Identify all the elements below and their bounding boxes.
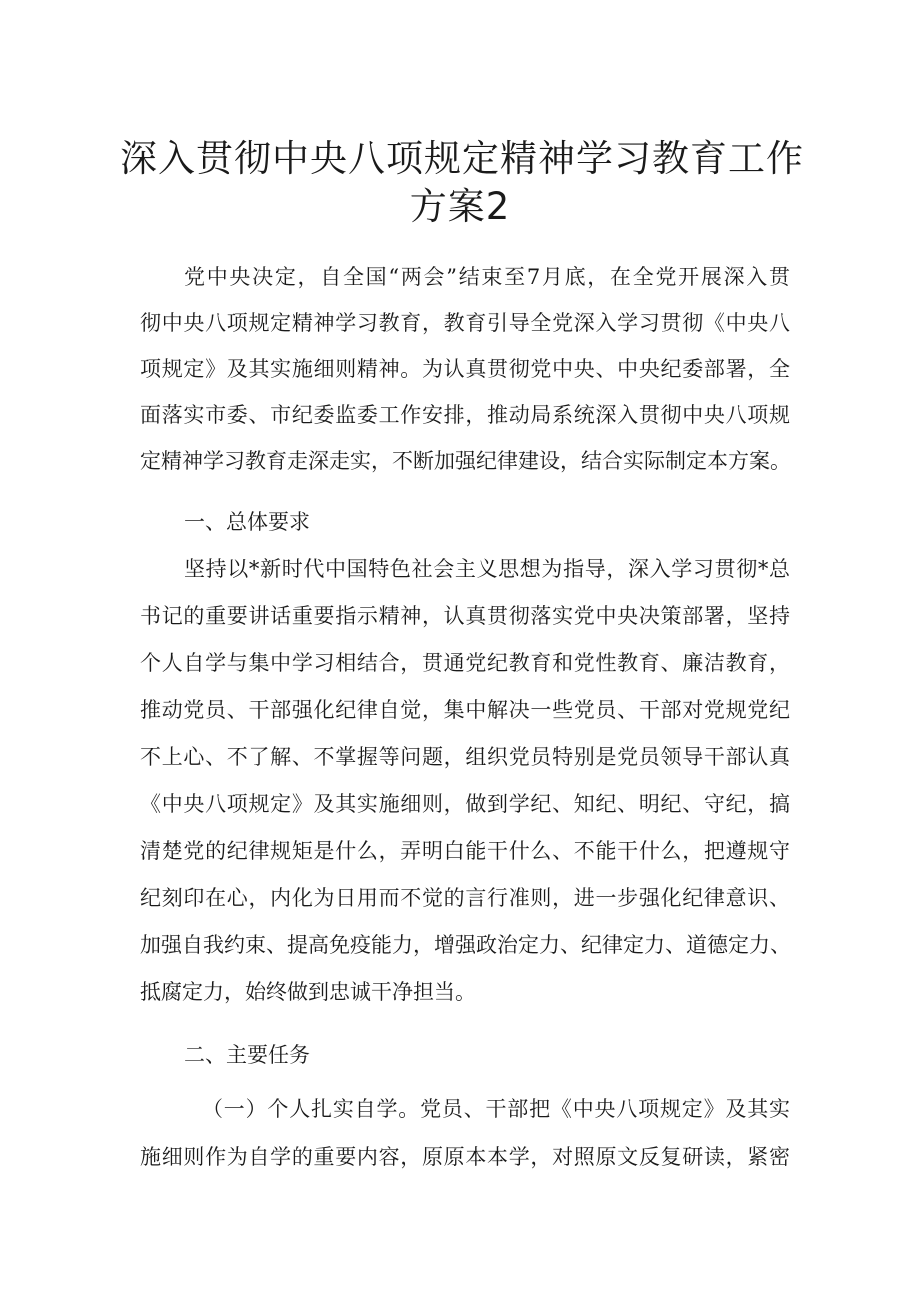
section-heading-general-requirements: 一、总体要求: [184, 510, 310, 534]
section-heading-main-tasks: 二、主要任务: [184, 1043, 310, 1067]
document-title-line1: 深入贯彻中央八项规定精神学习教育工作: [120, 137, 804, 180]
paragraph-general-requirements: [140, 554, 790, 1024]
paragraph-line: （一）个人扎实自学。党员、干部把《中央八项规定》及其实: [202, 1097, 790, 1121]
paragraph-line: 党中央决定，自全国“两会”结束至7月底，在全党开展深入贯: [184, 265, 790, 289]
paragraph-line: 清楚党的纪律规矩是什么，弄明白能干什么、不能干什么，把遵规守: [140, 839, 790, 863]
paragraph-line: 纪刻印在心，内化为日用而不觉的言行准则，进一步强化纪律意识、: [140, 886, 790, 910]
paragraph-line: 抵腐定力，始终做到忠诚干净担当。: [140, 980, 476, 1004]
paragraph-self-study: [140, 1094, 790, 1174]
paragraph-line: 推动党员、干部强化纪律自觉，集中解决一些党员、干部对党规党纪: [140, 698, 790, 722]
paragraph-line: 施细则作为自学的重要内容，原原本本学，对照原文反复研读，紧密: [140, 1145, 790, 1169]
paragraph-line: 彻中央八项规定精神学习教育，教育引导全党深入学习贯彻《中央八: [140, 311, 790, 335]
document-title-line2: 方案2: [409, 185, 511, 228]
paragraph-line: 加强自我约束、提高免疫能力，增强政治定力、纪律定力、道德定力、: [140, 933, 791, 957]
paragraph-line: 《中央八项规定》及其实施细则，做到学纪、知纪、明纪、守纪，搞: [140, 792, 790, 816]
paragraph-line: 面落实市委、市纪委监委工作安排，推动局系统深入贯彻中央八项规: [140, 403, 790, 427]
paragraph-line: 个人自学与集中学习相结合，贯通党纪教育和党性教育、廉洁教育，: [140, 651, 790, 675]
paragraph-line: 不上心、不了解、不掌握等问题，组织党员特别是党员领导干部认真: [140, 745, 790, 769]
paragraph-line: 书记的重要讲话重要指示精神，认真贯彻落实党中央决策部署，坚持: [140, 604, 790, 628]
paragraph-intro: [140, 262, 790, 492]
paragraph-line: 项规定》及其实施细则精神。为认真贯彻党中央、中央纪委部署，全: [140, 357, 790, 381]
paragraph-line: 定精神学习教育走深走实，不断加强纪律建设，结合实际制定本方案。: [140, 449, 791, 473]
paragraph-line: 坚持以*新时代中国特色社会主义思想为指导，深入学习贯彻*总: [184, 557, 790, 581]
